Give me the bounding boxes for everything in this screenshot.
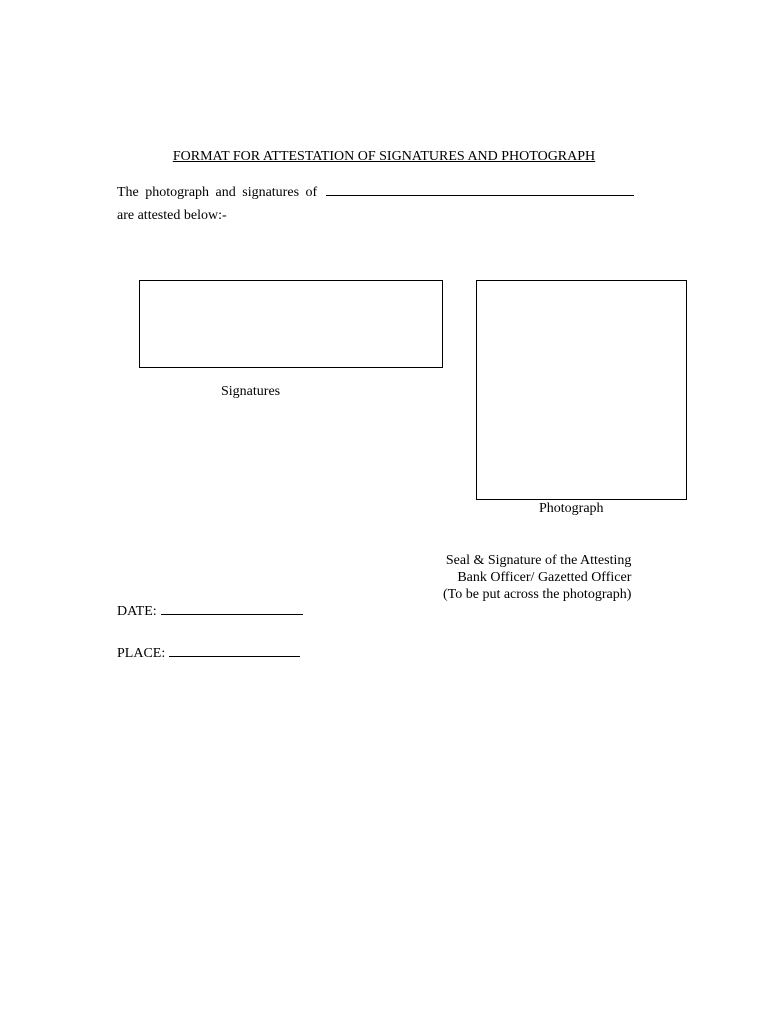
- place-blank-line: [169, 644, 300, 657]
- attestation-block: [443, 552, 631, 603]
- name-blank-line: [326, 183, 634, 196]
- attestation-line-1: Seal & Signature of the Attesting: [445, 553, 632, 568]
- place-label: PLACE:: [117, 646, 166, 661]
- signature-box-label: Signatures: [221, 384, 281, 399]
- signature-box: [139, 280, 443, 368]
- intro-text: The photograph and signatures of: [117, 185, 318, 200]
- date-blank-line: [161, 602, 303, 615]
- intro-line: [117, 183, 634, 200]
- photograph-box: [476, 280, 687, 500]
- date-label: DATE:: [117, 604, 157, 619]
- intro-line-2: are attested below:-: [117, 208, 227, 223]
- document-title: FORMAT FOR ATTESTATION OF SIGNATURES AND PHOTOGRAPH: [172, 149, 596, 164]
- attestation-line-3: (To be put across the photograph): [443, 587, 632, 602]
- date-field: [117, 602, 303, 619]
- photograph-box-label: Photograph: [539, 501, 604, 516]
- attestation-line-2: Bank Officer/ Gazetted Officer: [457, 570, 632, 585]
- place-field: [117, 644, 300, 661]
